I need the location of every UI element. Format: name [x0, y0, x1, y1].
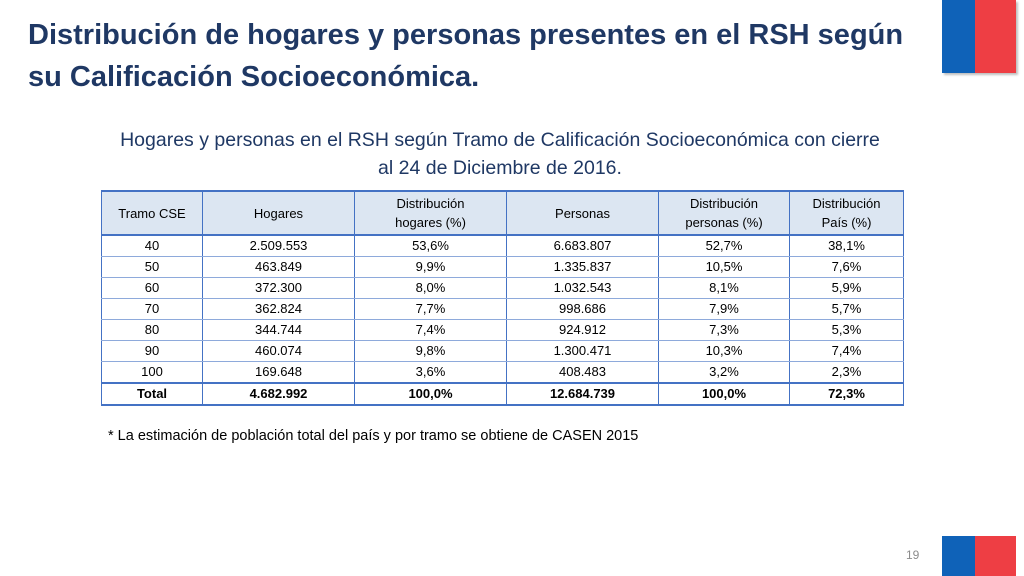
cell-personas: 1.300.471	[507, 341, 659, 362]
cell-dist-pais: 7,6%	[790, 257, 904, 278]
cell-tramo: 40	[102, 235, 203, 257]
cell-dist-hogares: 7,4%	[355, 320, 507, 341]
table-row	[102, 362, 904, 384]
header-distribucion-hogares: Distribución hogares (%)	[355, 191, 507, 235]
cell-dist-pais: 5,9%	[790, 278, 904, 299]
table-subtitle	[40, 126, 960, 182]
cell-dist-hogares: 8,0%	[355, 278, 507, 299]
table-row	[102, 320, 904, 341]
cell-personas: 6.683.807	[507, 235, 659, 257]
cell-tramo: 50	[102, 257, 203, 278]
cell-hogares: 344.744	[203, 320, 355, 341]
cell-personas: 1.335.837	[507, 257, 659, 278]
header-distribucion-personas: Distribución personas (%)	[659, 191, 790, 235]
cell-dist-pais: 7,4%	[790, 341, 904, 362]
cell-total-label: Total	[102, 383, 203, 405]
cell-dist-personas: 10,5%	[659, 257, 790, 278]
table-total-row	[102, 383, 904, 405]
flag-red-band	[975, 0, 1016, 73]
slide-title	[28, 14, 918, 98]
cell-dist-pais: 38,1%	[790, 235, 904, 257]
cell-personas: 998.686	[507, 299, 659, 320]
table-subtitle-line-2: al 24 de Diciembre de 2016.	[378, 157, 622, 179]
cell-dist-personas: 52,7%	[659, 235, 790, 257]
cell-total-dist-hogares: 100,0%	[355, 383, 507, 405]
cell-dist-hogares: 53,6%	[355, 235, 507, 257]
cell-hogares: 463.849	[203, 257, 355, 278]
flag-blue-band	[942, 536, 975, 576]
flag-logo-bottom	[942, 536, 1016, 576]
table-row	[102, 278, 904, 299]
flag-blue-band	[942, 0, 975, 73]
page-number: 19	[906, 548, 920, 562]
cell-personas: 408.483	[507, 362, 659, 384]
header-tramo-cse: Tramo CSE	[102, 191, 203, 235]
table-subtitle-line-1: Hogares y personas en el RSH según Tramo de Calificación Socioeconómica con cierre	[120, 129, 880, 151]
cell-tramo: 70	[102, 299, 203, 320]
flag-logo-top	[942, 0, 1016, 73]
table-header-row	[102, 191, 904, 235]
cell-dist-personas: 3,2%	[659, 362, 790, 384]
cell-dist-personas: 10,3%	[659, 341, 790, 362]
cell-hogares: 460.074	[203, 341, 355, 362]
table-row	[102, 235, 904, 257]
cell-tramo: 80	[102, 320, 203, 341]
cell-total-dist-pais: 72,3%	[790, 383, 904, 405]
cell-tramo: 60	[102, 278, 203, 299]
cell-total-dist-personas: 100,0%	[659, 383, 790, 405]
cell-dist-hogares: 9,9%	[355, 257, 507, 278]
households-table	[101, 190, 904, 406]
cell-dist-personas: 7,3%	[659, 320, 790, 341]
footnote: * La estimación de población total del país y por tramo se obtiene de CASEN 2015	[108, 428, 639, 444]
table-row	[102, 257, 904, 278]
header-personas: Personas	[507, 191, 659, 235]
table-row	[102, 341, 904, 362]
cell-dist-pais: 5,3%	[790, 320, 904, 341]
cell-dist-personas: 7,9%	[659, 299, 790, 320]
cell-tramo: 90	[102, 341, 203, 362]
cell-dist-pais: 5,7%	[790, 299, 904, 320]
slide-title-line-1: Distribución de hogares y personas presentes en el RSH según	[28, 19, 904, 51]
cell-hogares: 2.509.553	[203, 235, 355, 257]
cell-dist-hogares: 7,7%	[355, 299, 507, 320]
cell-personas: 924.912	[507, 320, 659, 341]
cell-dist-hogares: 9,8%	[355, 341, 507, 362]
header-distribucion-pais: Distribución País (%)	[790, 191, 904, 235]
cell-personas: 1.032.543	[507, 278, 659, 299]
slide-title-line-2: su Calificación Socioeconómica.	[28, 61, 480, 93]
flag-red-band	[975, 536, 1016, 576]
cell-hogares: 372.300	[203, 278, 355, 299]
cell-total-personas: 12.684.739	[507, 383, 659, 405]
cell-dist-personas: 8,1%	[659, 278, 790, 299]
cell-hogares: 362.824	[203, 299, 355, 320]
header-hogares: Hogares	[203, 191, 355, 235]
cell-dist-hogares: 3,6%	[355, 362, 507, 384]
cell-tramo: 100	[102, 362, 203, 384]
cell-hogares: 169.648	[203, 362, 355, 384]
cell-total-hogares: 4.682.992	[203, 383, 355, 405]
table-row	[102, 299, 904, 320]
cell-dist-pais: 2,3%	[790, 362, 904, 384]
